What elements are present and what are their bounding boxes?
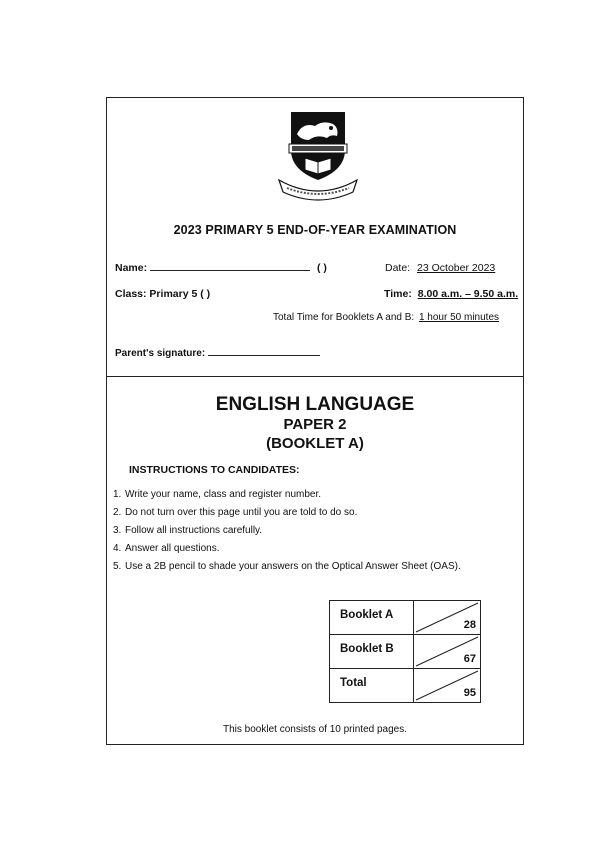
- marks-table: [329, 600, 481, 703]
- table-row: [330, 669, 481, 703]
- class-label: Class: Primary 5 ( ): [115, 288, 211, 300]
- table-row: [330, 601, 481, 635]
- time-label: Time:: [384, 288, 412, 300]
- paper-number: PAPER 2: [283, 416, 347, 433]
- instruction-item: 3. Follow all instructions carefully.: [113, 525, 263, 536]
- name-label: Name:: [115, 262, 148, 274]
- time-value: 8.00 a.m. – 9.50 a.m.: [417, 288, 519, 300]
- total-time-label: Total Time for Booklets A and B:: [273, 312, 415, 323]
- parent-signature-label: Parent's signature:: [115, 348, 206, 359]
- date-row: [385, 262, 495, 274]
- date-value: 23 October 2023: [417, 262, 496, 274]
- booklet-b-label: Booklet B: [330, 635, 414, 669]
- instruction-item: 2. Do not turn over this page until you are told to do so.: [113, 507, 358, 518]
- table-row: [330, 635, 481, 669]
- cover-page-frame: [106, 97, 524, 745]
- name-blank-line[interactable]: [150, 270, 310, 271]
- page-count-note: This booklet consists of 10 printed pages.: [223, 724, 407, 735]
- parent-signature-row: [115, 348, 320, 359]
- instructions-list: [113, 486, 461, 576]
- parent-signature-line[interactable]: [208, 355, 320, 356]
- instruction-item: 5. Use a 2B pencil to shade your answers on the Optical Answer Sheet (OAS).: [113, 561, 461, 572]
- instruction-item: 1. Write your name, class and register number.: [113, 489, 322, 500]
- date-label: Date:: [385, 262, 411, 274]
- total-score-cell[interactable]: [414, 669, 481, 703]
- subject-title: ENGLISH LANGUAGE: [215, 394, 415, 415]
- time-row: [384, 288, 518, 300]
- booklet-b-score-cell[interactable]: [414, 635, 481, 669]
- booklet-a-label: Booklet A: [330, 601, 414, 635]
- total-label: Total: [330, 669, 414, 703]
- register-number-parens: ( ): [316, 262, 327, 274]
- exam-title: 2023 PRIMARY 5 END-OF-YEAR EXAMINATION: [173, 223, 457, 237]
- instructions-heading: INSTRUCTIONS TO CANDIDATES:: [129, 464, 300, 476]
- section-divider: [107, 376, 523, 377]
- total-max: 95: [463, 687, 476, 699]
- booklet-a-score-cell[interactable]: [414, 601, 481, 635]
- total-time-row: [273, 312, 499, 323]
- booklet-a-max: 28: [463, 619, 476, 631]
- booklet-b-max: 67: [463, 653, 476, 665]
- total-time-value: 1 hour 50 minutes: [418, 312, 500, 323]
- instruction-item: 4. Answer all questions.: [113, 543, 220, 554]
- school-crest-logo: [273, 104, 363, 204]
- name-field-row: [115, 262, 327, 274]
- booklet-label: (BOOKLET A): [266, 435, 364, 452]
